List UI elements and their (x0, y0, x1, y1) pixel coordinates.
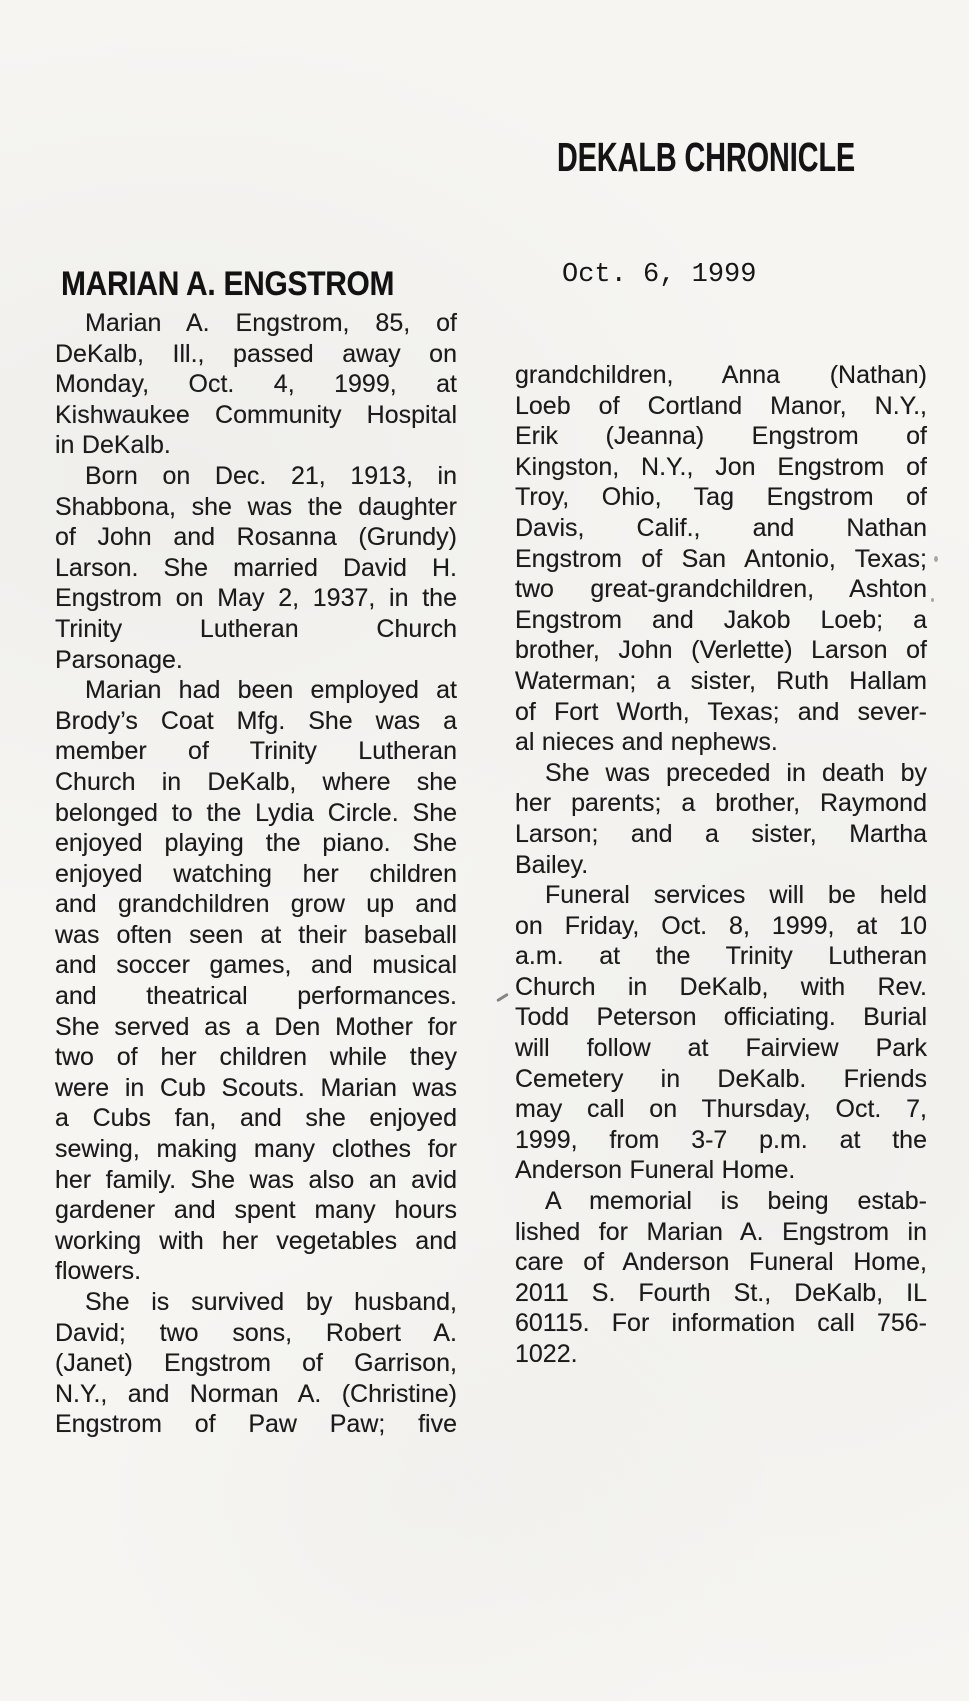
obituary-text-line: DeKalb, Ill., passed away on (55, 339, 457, 368)
obituary-text-line: N.Y., and Norman A. (Christine) (55, 1379, 457, 1408)
obituary-text-line: was often seen at their baseball (55, 920, 457, 949)
obituary-right-column-text (515, 360, 927, 1370)
obituary-text-line: 1022. (515, 1340, 578, 1368)
obituary-text-line: care of Anderson Funeral Home, (515, 1248, 927, 1277)
obituary-text-line: Davis, Calif., and Nathan (515, 513, 927, 542)
obituary-text-line: her family. She was also an avid (55, 1165, 457, 1194)
obituary-text-line: her parents; a brother, Raymond (515, 789, 927, 818)
obituary-text-line: Engstrom on May 2, 1937, in the (55, 584, 457, 613)
obituary-text-line: were in Cub Scouts. Marian was (55, 1073, 457, 1102)
obituary-text-line: Troy, Ohio, Tag Engstrom of (515, 483, 927, 512)
obituary-text-line: Brody’s Coat Mfg. She was a (55, 706, 457, 735)
obituary-text-line: of Fort Worth, Texas; and sever- (515, 697, 927, 726)
obituary-headline: MARIAN A. ENGSTROM (61, 265, 395, 303)
obituary-text-line: A memorial is being estab- (545, 1187, 927, 1216)
obituary-text-line: Kingston, N.Y., Jon Engstrom of (515, 452, 927, 481)
obituary-text-line: Born on Dec. 21, 1913, in (85, 461, 457, 490)
obituary-text-line: Cemetery in DeKalb. Friends (515, 1064, 927, 1093)
obituary-text-line: flowers. (55, 1257, 142, 1286)
obituary-text-line: gardener and spent many hours (55, 1196, 457, 1225)
obituary-text-line: and soccer games, and musical (55, 951, 457, 980)
obituary-text-line: a Cubs fan, and she enjoyed (55, 1104, 457, 1133)
obituary-text-line: Trinity Lutheran Church (55, 614, 457, 643)
obituary-text-line: two great-grandchildren, Ashton (515, 575, 927, 604)
issue-date: Oct. 6, 1999 (562, 260, 757, 290)
obituary-text-line: She served as a Den Mother for (55, 1012, 457, 1041)
obituary-text-line: Monday, Oct. 4, 1999, at (55, 370, 457, 399)
obituary-text-line: Church in DeKalb, where she (55, 767, 457, 796)
obituary-text-line: and grandchildren grow up and (55, 890, 457, 919)
obituary-text-line: belonged to the Lydia Circle. She (55, 798, 457, 827)
obituary-text-line: 2011 S. Fourth St., DeKalb, IL (515, 1278, 927, 1307)
obituary-text-line: Larson; and a sister, Martha (515, 819, 927, 848)
obituary-text-line: will follow at Fairview Park (515, 1034, 927, 1063)
obituary-text-line: Shabbona, she was the daughter (55, 492, 457, 521)
obituary-text-line: al nieces and nephews. (515, 728, 778, 757)
obituary-text-line: Funeral services will be held (545, 881, 927, 910)
obituary-text-line: two of her children while they (55, 1043, 457, 1072)
obituary-text-line: grandchildren, Anna (Nathan) (515, 361, 927, 389)
publication-name: DEKALB CHRONICLE (557, 134, 856, 180)
scan-artifact (931, 598, 934, 602)
obituary-text-line: of John and Rosanna (Grundy) (55, 523, 457, 552)
obituary-text-line: Parsonage. (55, 645, 183, 674)
obituary-text-line: and theatrical performances. (55, 982, 457, 1011)
scan-artifact (934, 556, 938, 562)
obituary-text-line: 60115. For information call 756- (515, 1309, 927, 1338)
obituary-text-line: Todd Peterson officiating. Burial (515, 1003, 927, 1032)
obituary-text-line: 1999, from 3-7 p.m. at the (515, 1125, 927, 1154)
obituary-text-line: Kishwaukee Community Hospital (55, 400, 457, 429)
obituary-text-line: Loeb of Cortland Manor, N.Y., (515, 391, 927, 420)
obituary-left-column (55, 266, 457, 1440)
obituary-text-line: Engstrom of Paw Paw; five (55, 1410, 457, 1439)
obituary-text-line: sewing, making many clothes for (55, 1135, 457, 1164)
obituary-text-line: lished for Marian A. Engstrom in (515, 1217, 927, 1246)
obituary-text-line: Erik (Jeanna) Engstrom of (515, 422, 927, 451)
obituary-text-line: enjoyed playing the piano. She (55, 829, 457, 858)
obituary-text-line: Engstrom of San Antonio, Texas; (515, 544, 927, 573)
obituary-text-line: enjoyed watching her children (55, 859, 457, 888)
obituary-text-line: Marian had been employed at (85, 676, 457, 705)
obituary-text-line: may call on Thursday, Oct. 7, (515, 1095, 927, 1124)
scan-artifact (496, 993, 509, 1002)
obituary-text-line: She was preceded in death by (545, 758, 927, 787)
obituary-text-line: working with her vegetables and (55, 1226, 457, 1255)
obituary-text-line: (Janet) Engstrom of Garrison, (55, 1349, 457, 1378)
obituary-text-line: Anderson Funeral Home. (515, 1156, 796, 1185)
obituary-text-line: She is survived by husband, (85, 1288, 457, 1316)
obituary-right-column (515, 360, 927, 1370)
obituary-text-line: David; two sons, Robert A. (55, 1318, 457, 1347)
obituary-text-line: Bailey. (515, 850, 589, 879)
obituary-text-line: a.m. at the Trinity Lutheran (515, 942, 927, 971)
obituary-text-line: Larson. She married David H. (55, 553, 457, 582)
obituary-text-line: Church in DeKalb, with Rev. (515, 972, 927, 1001)
obituary-text-line: in DeKalb. (55, 431, 171, 460)
obituary-text-line: brother, John (Verlette) Larson of (515, 636, 927, 665)
obituary-text-line: Engstrom and Jakob Loeb; a (515, 605, 927, 634)
obituary-text-line: Waterman; a sister, Ruth Hallam (515, 666, 927, 695)
obituary-text-line: member of Trinity Lutheran (55, 737, 457, 766)
obituary-text-line: on Friday, Oct. 8, 1999, at 10 (515, 911, 927, 940)
obituary-left-column-text (55, 308, 457, 1440)
obituary-text-line: Marian A. Engstrom, 85, of (85, 309, 457, 337)
